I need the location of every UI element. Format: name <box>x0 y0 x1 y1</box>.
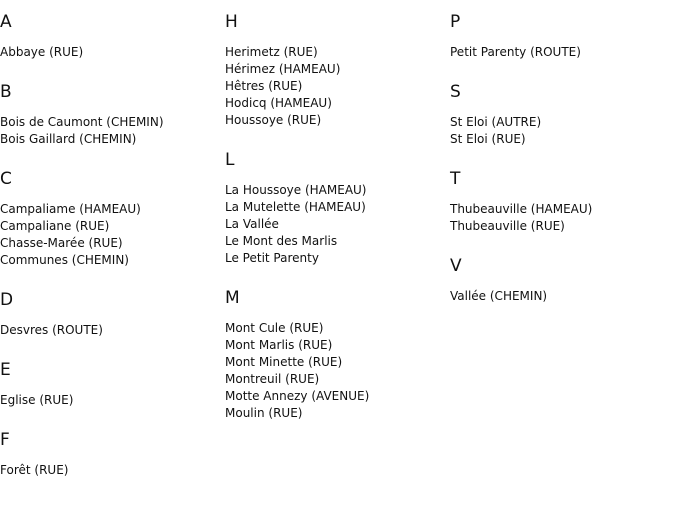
street-list <box>450 276 670 305</box>
street-item: Hérimez (HAMEAU) <box>225 62 341 76</box>
letter-heading: V <box>450 256 462 276</box>
street-list <box>0 380 220 409</box>
letter-heading: E <box>0 360 11 380</box>
street-list <box>0 32 220 61</box>
letter-group-l <box>225 138 445 267</box>
street-item: Le Mont des Marlis <box>225 234 338 248</box>
letter-group-s <box>450 70 670 148</box>
street-item: La Vallée <box>225 217 279 231</box>
letter-group-p <box>450 0 670 61</box>
letter-group-c <box>0 157 220 269</box>
street-item: Le Petit Parenty <box>225 251 319 265</box>
letter-heading: S <box>450 82 461 102</box>
street-list <box>0 102 220 148</box>
street-item: Communes (CHEMIN) <box>0 253 129 267</box>
street-item: Mont Marlis (RUE) <box>225 338 333 352</box>
letter-heading: M <box>225 288 240 308</box>
street-item: Motte Annezy (AVENUE) <box>225 389 370 403</box>
street-item: Moulin (RUE) <box>225 406 303 420</box>
letter-group-m <box>225 276 445 422</box>
street-item: La Houssoye (HAMEAU) <box>225 183 367 197</box>
street-item: Bois Gaillard (CHEMIN) <box>0 132 137 146</box>
column-1 <box>0 0 220 479</box>
street-item: Mont Minette (RUE) <box>225 355 343 369</box>
column-3 <box>450 0 670 305</box>
street-item: Thubeauville (HAMEAU) <box>450 202 593 216</box>
street-list <box>225 32 445 129</box>
street-list <box>0 450 220 479</box>
letter-group-h <box>225 0 445 129</box>
street-item: Vallée (CHEMIN) <box>450 289 548 303</box>
letter-group-v <box>450 244 670 305</box>
street-item: La Mutelette (HAMEAU) <box>225 200 366 214</box>
street-item: Desvres (ROUTE) <box>0 323 103 337</box>
street-list <box>225 308 445 422</box>
letter-heading: P <box>450 12 461 32</box>
letter-heading: A <box>0 12 12 32</box>
letter-heading: D <box>0 290 14 310</box>
letter-heading: H <box>225 12 238 32</box>
letter-group-a <box>0 0 220 61</box>
column-2 <box>225 0 445 422</box>
street-item: Bois de Caumont (CHEMIN) <box>0 115 164 129</box>
street-item: Campaliame (HAMEAU) <box>0 202 141 216</box>
street-item: Hodicq (HAMEAU) <box>225 96 332 110</box>
street-item: Thubeauville (RUE) <box>450 219 565 233</box>
street-item: Hêtres (RUE) <box>225 79 303 93</box>
letter-heading: F <box>0 430 10 450</box>
street-item: Abbaye (RUE) <box>0 45 84 59</box>
street-list <box>0 310 220 339</box>
street-list <box>225 170 445 267</box>
street-item: Campaliane (RUE) <box>0 219 110 233</box>
street-item: Houssoye (RUE) <box>225 113 322 127</box>
street-list <box>0 189 220 269</box>
street-item: Mont Cule (RUE) <box>225 321 324 335</box>
street-list <box>450 189 670 235</box>
street-item: St Eloi (RUE) <box>450 132 526 146</box>
letter-group-e <box>0 348 220 409</box>
letter-heading: L <box>225 150 235 170</box>
letter-heading: B <box>0 82 12 102</box>
street-list <box>450 102 670 148</box>
letter-group-f <box>0 418 220 479</box>
letter-group-b <box>0 70 220 148</box>
street-item: St Eloi (AUTRE) <box>450 115 542 129</box>
letter-group-t <box>450 157 670 235</box>
letter-heading: C <box>0 169 12 189</box>
street-item: Eglise (RUE) <box>0 393 74 407</box>
street-item: Chasse-Marée (RUE) <box>0 236 123 250</box>
street-item: Herimetz (RUE) <box>225 45 318 59</box>
letter-group-d <box>0 278 220 339</box>
street-item: Montreuil (RUE) <box>225 372 320 386</box>
letter-heading: T <box>450 169 461 189</box>
street-item: Petit Parenty (ROUTE) <box>450 45 581 59</box>
street-item: Forêt (RUE) <box>0 463 69 477</box>
street-list <box>450 32 670 61</box>
